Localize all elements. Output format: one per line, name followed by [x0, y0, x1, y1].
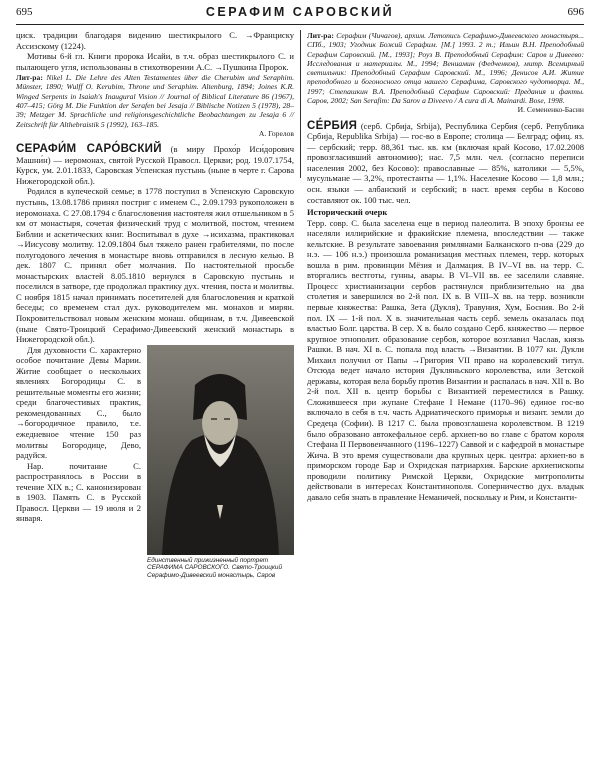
- portrait-drawing: [147, 345, 294, 555]
- paragraph: Терр. совр. С. была заселена еще в период палеолита. В эпоху бронзы ее населяли иллирийские и фракийские племена, впоследствии — также кельтские. В результате завоевания римлянами Балканского п-ова (229 до н.э. — 106 н.э.) произошла романизация местных племен, терр. которых вошла в рим. провинции Мёзия и Далмация. В IV–VI вв. на терр. С. вторгались вестготы, гунны, авары. В VI–VII вв. ее заселили славяне. Процесс христианизации сербов растянулся приблизительно на два столетия и завершился во 2-й пол. IX в. В VIII–X вв. на терр. возникли первые княжества: Рашка, Зета (Дукля), Травуния, Хум, Босния. Во 2-й пол. IX — 1-й пол. X в. значительная часть серб. земель оказалась под властью Болг. царства. В сер. X в. было создано Серб. княжество — первое крупное этнополит. образование сербов, которое возглавил Часлав, князь Рашки. В нач. XI в. С. попала под власть →Византии. В 1077 кн. Дукли Михаил получил от Папы →Григория VII право на королевский титул. Отсюда ведет начало история Дукляньского королевства, или Зетской державы, которая вела борьбу против Византии и распалась в нач. XII в. Во 2-й пол. XII в. центр борьбы с Византией переместился в Рашку. Сложившееся при жупане Стефане I Немане (1170–96) единое гос-во включало в себя в т.ч. часть Адриатического приморья и визант. земли до Средеца (Софии). В 1217 С. была провозглашена королевством. В 1219 было образовано автокефальное серб. архиеп-во во главе с братом короля Стефана II Первовенчанного (1196–1227) Саввой и с кафедрой в монастыре Жича. В это время существовали два крупных церк. центра: архиеп-во в приморском городе Бар и Охридская патриархия. Барские архиепископы проводили политику Римской Церкви, Охридские митрополиты действовали в интересах Константинополя. Соперничество дух. владык давало себя знать в правление Неманичей, поскольку и Рим, и Константи-: [307, 217, 584, 502]
- portrait-figure: [147, 345, 294, 587]
- entry-intro-text: (в миру Прохо́р Иси́дорович Машни́н) — иеромонах, святой Русской Правосл. Церкви; род. 19.07.1754, Курск, ум. 2.01.1833, Саровская Успенская пустынь (ныне в черте г. Сарова Нижегородской обл.).: [16, 144, 295, 186]
- literature-label: Лит-ра:: [16, 73, 43, 83]
- section-heading: Исторический очерк: [307, 207, 388, 218]
- paragraph: Для духовности С. характерно особое почитание Девы Марии. Житие сообщает о нескольких явлениях Богородицы С. в решительные моменты его жизни; среди благочестивых практик, рекомендованных С., было →богородичное правило, т.е. ежедневное чтение 150 раз молитвы Богородице, Дево, радуйся.: [16, 344, 141, 461]
- author-signature: А. Горелов: [258, 128, 294, 138]
- entry-intro: [16, 144, 294, 186]
- running-title: СЕРАФИМ САРОВСКИЙ: [205, 5, 395, 19]
- portrait-caption: Единственный прижизненный портрет СЕРАФИМА САРОВСКОГО. Свято-Троицкий Серафимо-Дивеевский монастырь, Саров: [147, 556, 283, 579]
- literature-block: [307, 31, 584, 105]
- right-column: [307, 30, 584, 502]
- paragraph: Мотивы 6-й гл. Книги пророка Исайи, в т.ч. образ шестикрылого С. и пылающего угля, использованы в стихотворении А.С. →Пушкина Пророк.: [16, 51, 294, 72]
- continued-paragraph: циск. традиции благодаря видению шестикрылого С. →Франциску Ассизскому (1224).: [16, 30, 294, 51]
- running-header: [16, 4, 584, 25]
- literature-text: Серафим (Чичагов), архим. Летопись Серафимо-Дивеевского монастыря... СПб., 1903; Угодник Божий Серафим. [М.] 1993. 2 т.; Ильин В.Н. Преподобный Серафим Саровский. [М., 1993]; Роуз В. Преподобный Серафим: Саров и Дивеево: Исследования и материалы. М., 1994; Вениамин (Федченков), митр. Всемирный светильник: Преподобный Серафим Саровский. М., 1996; Денисов А.И. Житие преподобного и богоносного отца нашего Серафима, Саровского чудотворца. М., 1997; Степашкин В.А. Преподобный Серафим Саровский: Предания и факты. Саров, 2002; San Serafim: Da Sarov a Diveevo / A cura di A. Mainardi. Bose, 1998.: [307, 31, 584, 106]
- literature-text: Nikel L. Die Lehre des Alten Testamentes über die Cherubim und Seraphim. Münster, 1890; Wulff O. Kerubim, Throne und Seraphim. Altenburg, 1894; Joines K.R. Winged Serpents in Isaiah's Inaugural Vision // Journal of Biblical Literature 86 (1967), 407–415; Görg M. Die Funktion der Serafen bei Jesaja // Biblische Notizen 5 (1978), 28–39; Metzger M. Sprachliche und religionsgeschichtliche Beobachtungen zu Jesaja 6 // Zeitschrift für Althebraistik 5 (1992), 163–185.: [16, 73, 294, 129]
- paragraph: Нар. почитание С. распространялось в России в течение XIX в.; С. канонизирован в 1903. Память С. в Русской Правосл. Церкви — 19 июля и 2 января.: [16, 460, 141, 524]
- entry-heading: СЕ́РБИЯ: [307, 119, 358, 132]
- literature-block: [16, 73, 294, 129]
- entry-intro-text: (серб. Србија, Srbija), Республика Сербия (серб. Република Србија, Republika Srbija) — гос-во в Европе; столица — Белград; офиц. яз. — сербский; терр. 88,361 тыс. кв. км (включая край Косово, 17.02.2008 провозгласивший автономию); нас. 7,5 млн. чел. (согласно переписи населения 2002, без Косово): православные — 85%, католики — 5,5%, мусульмане — 3,2%, протестанты — 1,1%. Население Косово — 1,8 млн.; осн. языки — албанский и сербский; в наст. время сербы в Косово составляют ок. 100 тыс. чел.: [307, 120, 584, 205]
- literature-label: Лит-ра:: [307, 31, 334, 40]
- column-divider: [300, 30, 301, 178]
- paragraph: Родился в купеческой семье; в 1778 поступил в Успенскую Саровскую пустынь, 13.08.1786 принял постриг с именем С., 2.09.1793 рукоположен в иеромонаха. С 27.08.1794 с благословения настоятеля жил отшельником в 5 км от монастыря, сочетая физический труд с молитвой, постом, чтением Библии и аскетических книг. Воспитывал в духе →исихазма, практиковал →Иисусову молитву. 12.09.1804 был тяжело ранен грабителями, по после полугодового лечения в монастыре вновь отправился в лесную келью. В дек. 1807 С. принял обет молчания. По настоятельной просьбе монастырских властей 8.05.1810 вернулся в Саровскую пустынь и поселился в затворе, где продолжал практику дух. чтения, поста и молитвы. С ноября 1815 начал принимать посетителей для благословения и краткой беседы; со временем стал дух. руководителем мн. монахов и мирян. Покровительствовал новым женским монаш. общинам, в т.ч. Дивеевской (ныне Свято-Троицкий Серафимо-Дивеевский женский монастырь в Нижегородской обл.).: [16, 186, 294, 345]
- page-number-left: 695: [16, 6, 33, 18]
- left-column: [16, 30, 294, 590]
- portrait-image: [147, 345, 294, 555]
- entry-heading: СЕРАФИ́М САРО́ВСКИЙ: [16, 143, 162, 156]
- page-number-right: 696: [567, 6, 584, 18]
- author-signature: И. Семененко-Басин: [517, 105, 584, 115]
- entry-intro: [307, 121, 584, 205]
